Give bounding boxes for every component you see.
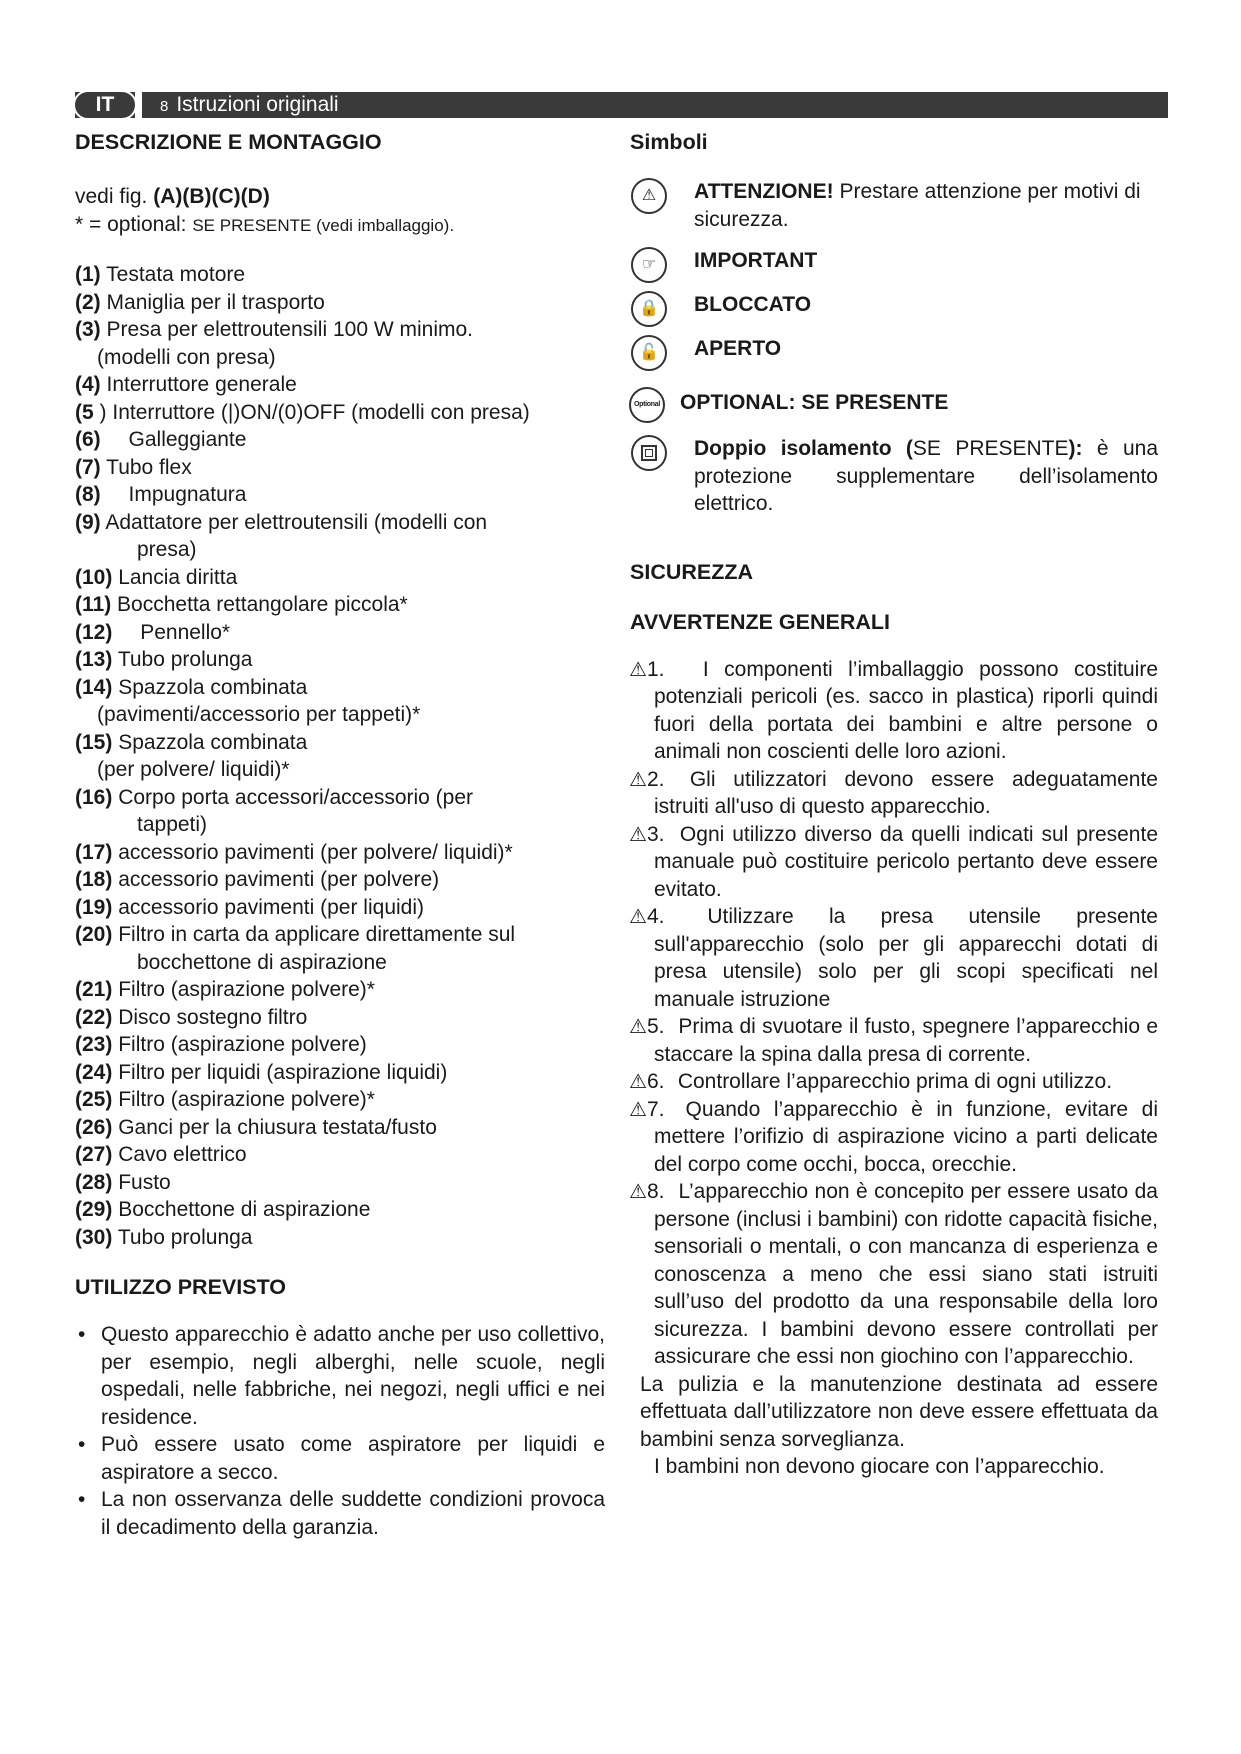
figure-reference: vedi fig. (A)(B)(C)(D) xyxy=(75,185,270,208)
part-item: (3) Presa per elettroutensili 100 W minimo. (modelli con presa) xyxy=(75,318,474,369)
warning-item: ⚠1. I componenti l’imballaggio possono costituire potenziali pericoli (es. sacco in plastica) riporli quindi fuori della portata dei bambini e altre persone o animali non coscienti delle loro azioni. xyxy=(629,657,1164,763)
warning-item: ⚠5. Prima di svuotare il fusto, spegnere l’apparecchio e staccare la spina dalla presa di corrente. xyxy=(629,1015,1164,1066)
warning-triangle-icon: ⚠ xyxy=(629,906,647,928)
symbol-row: ⚠ ATTENZIONE! Prestare attenzione per motivi di sicurezza. xyxy=(630,178,1158,233)
part-item: (11) Bocchetta rettangolare piccola* xyxy=(75,593,408,616)
language-badge: IT xyxy=(73,90,137,120)
warning-item: ⚠4. Utilizzare la presa utensile presente sull'apparecchio (solo per gli apparecchi dotati di presa utensile) solo per gli scopi specificati nel manuale istruzione xyxy=(629,905,1164,1011)
part-item: (24) Filtro per liquidi (aspirazione liquidi) xyxy=(75,1060,448,1084)
section-title-intended-use: UTILIZZO PREVISTO xyxy=(75,1275,287,1299)
part-item: (5 ) Interruttore (|)ON/(0)OFF (modelli con presa) xyxy=(75,400,530,424)
children-note: I bambini non devono giocare con l’apparecchio. xyxy=(654,1455,1105,1478)
part-item: (21) Filtro (aspirazione polvere)* xyxy=(75,978,375,1001)
warning-item: ⚠8. L’apparecchio non è concepito per essere usato da persone (inclusi i bambini) con ridotte capacità fisiche, sensoriali o mentali, o con mancanza di esperienza e conoscenza a meno che essi siano stati istruiti sull’uso del prodotto da una responsabile della loro sicurezza. I bambini devono essere controllati per assicurare che essi non giochino con l’apparecchio. xyxy=(629,1180,1164,1368)
part-item: (12) Pennello* xyxy=(75,620,231,644)
intended-use-item: • La non osservanza delle suddette condizioni provoca il decadimento della garanzia. xyxy=(75,1486,605,1541)
part-item: (27) Cavo elettrico xyxy=(75,1143,247,1166)
part-item: (28) Fusto xyxy=(75,1170,171,1194)
header-title: Istruzioni originali xyxy=(176,93,339,116)
warning-icon: ⚠ xyxy=(631,178,667,214)
intended-use-item: • Questo apparecchio è adatto anche per uso collettivo, per esempio, negli alberghi, nelle scuole, negli ospedali, nelle fabbriche, nei negozi, negli uffici e nei residence. xyxy=(75,1321,605,1431)
part-item: (29) Bocchettone di aspirazione xyxy=(75,1198,371,1221)
symbol-double-insulation: Doppio isolamento (SE PRESENTE): è una protezione supplementare dell’isolamento elettrico. xyxy=(630,435,1158,518)
part-item: (17) accessorio pavimenti (per polvere/ liquidi)* xyxy=(75,840,513,864)
double-insulation-icon xyxy=(631,435,667,471)
cleaning-note: La pulizia e la manutenzione destinata ad essere effettuata dall’utilizzatore non deve essere effettuata da bambini senza sorveglianza. xyxy=(640,1372,1158,1451)
warning-item: ⚠7. Quando l’apparecchio è in funzione, evitare di mettere l’orifizio di aspirazione vicino a parti delicate del corpo come occhi, bocca, orecchie. xyxy=(629,1097,1164,1176)
warning-triangle-icon: ⚠ xyxy=(629,1071,647,1093)
intended-use-list xyxy=(75,1321,605,1541)
part-item: (25) Filtro (aspirazione polvere)* xyxy=(75,1088,375,1111)
optional-legend: * = optional: SE PRESENTE (vedi imballaggio). xyxy=(75,212,455,236)
part-item: (1) Testata motore xyxy=(75,263,246,286)
warning-triangle-icon: ⚠ xyxy=(629,1016,647,1038)
parts-list xyxy=(75,261,605,1251)
left-column xyxy=(75,128,605,1541)
symbol-row: 🔒 BLOCCATO xyxy=(630,291,1158,331)
part-item: (13) Tubo prolunga xyxy=(75,648,253,671)
part-item: (9) Adattatore per elettroutensili (modelli con presa) xyxy=(75,510,488,561)
part-item: (7) Tubo flex xyxy=(75,455,192,479)
optional-icon: Optional xyxy=(629,387,665,423)
part-item: (15) Spazzola combinata (per polvere/ liquidi)* xyxy=(75,730,308,781)
part-item: (16) Corpo porta accessori/accessorio (per tappeti) xyxy=(75,785,474,836)
section-title-symbols: Simboli xyxy=(630,130,708,154)
lock-closed-icon: 🔒 xyxy=(631,291,667,327)
part-item: (30) Tubo prolunga xyxy=(75,1225,253,1249)
part-item: (19) accessorio pavimenti (per liquidi) xyxy=(75,895,424,919)
part-item: (26) Ganci per la chiusura testata/fusto xyxy=(75,1115,437,1139)
symbol-row: ☞ IMPORTANT xyxy=(630,247,1158,287)
part-item: (22) Disco sostegno filtro xyxy=(75,1005,308,1029)
warning-item: ⚠3. Ogni utilizzo diverso da quelli indicati sul presente manuale può costituire pericolo pertanto deve essere evitato. xyxy=(629,822,1164,901)
warning-triangle-icon: ⚠ xyxy=(629,823,647,846)
part-item: (18) accessorio pavimenti (per polvere) xyxy=(75,868,440,891)
warning-triangle-icon: ⚠ xyxy=(629,658,647,681)
part-item: (14) Spazzola combinata (pavimenti/accessorio per tappeti)* xyxy=(75,675,421,726)
part-item: (2) Maniglia per il trasporto xyxy=(75,290,325,314)
lock-open-icon: 🔓 xyxy=(631,335,667,371)
part-item: (4) Interruttore generale xyxy=(75,373,297,396)
part-item: (6) Galleggiante xyxy=(75,428,247,451)
symbol-optional: Optional OPTIONAL: SE PRESENTE xyxy=(630,389,1158,429)
intended-use-item: • Può essere usato come aspiratore per liquidi e aspiratore a secco. xyxy=(75,1431,605,1486)
warning-triangle-icon: ⚠ xyxy=(629,1098,647,1121)
part-item: (10) Lancia diritta xyxy=(75,565,238,589)
part-item: (23) Filtro (aspirazione polvere) xyxy=(75,1033,367,1056)
right-column xyxy=(629,128,1164,1481)
warning-item: ⚠6. Controllare l’apparecchio prima di ogni utilizzo. xyxy=(630,1068,1158,1096)
symbols-list xyxy=(630,178,1158,375)
warnings-list xyxy=(629,656,1164,1371)
part-item: (20) Filtro in carta da applicare direttamente sul bocchettone di aspirazione xyxy=(75,923,516,974)
part-item: (8) Impugnatura xyxy=(75,483,247,506)
section-title-safety: SICUREZZA xyxy=(630,559,754,584)
symbol-row: 🔓 APERTO xyxy=(630,335,1158,375)
section-title-description: DESCRIZIONE E MONTAGGIO xyxy=(75,130,382,154)
warning-triangle-icon: ⚠ xyxy=(629,1181,647,1203)
warning-item: ⚠2. Gli utilizzatori devono essere adeguatamente istruiti all'uso di questo apparecchio. xyxy=(629,767,1164,818)
pointing-hand-icon: ☞ xyxy=(631,247,667,283)
page-number: 8 xyxy=(160,98,169,115)
page-header xyxy=(160,92,339,118)
section-title-general-warnings: AVVERTENZE GENERALI xyxy=(630,609,891,634)
warning-triangle-icon: ⚠ xyxy=(629,768,647,791)
header-divider xyxy=(135,92,142,118)
